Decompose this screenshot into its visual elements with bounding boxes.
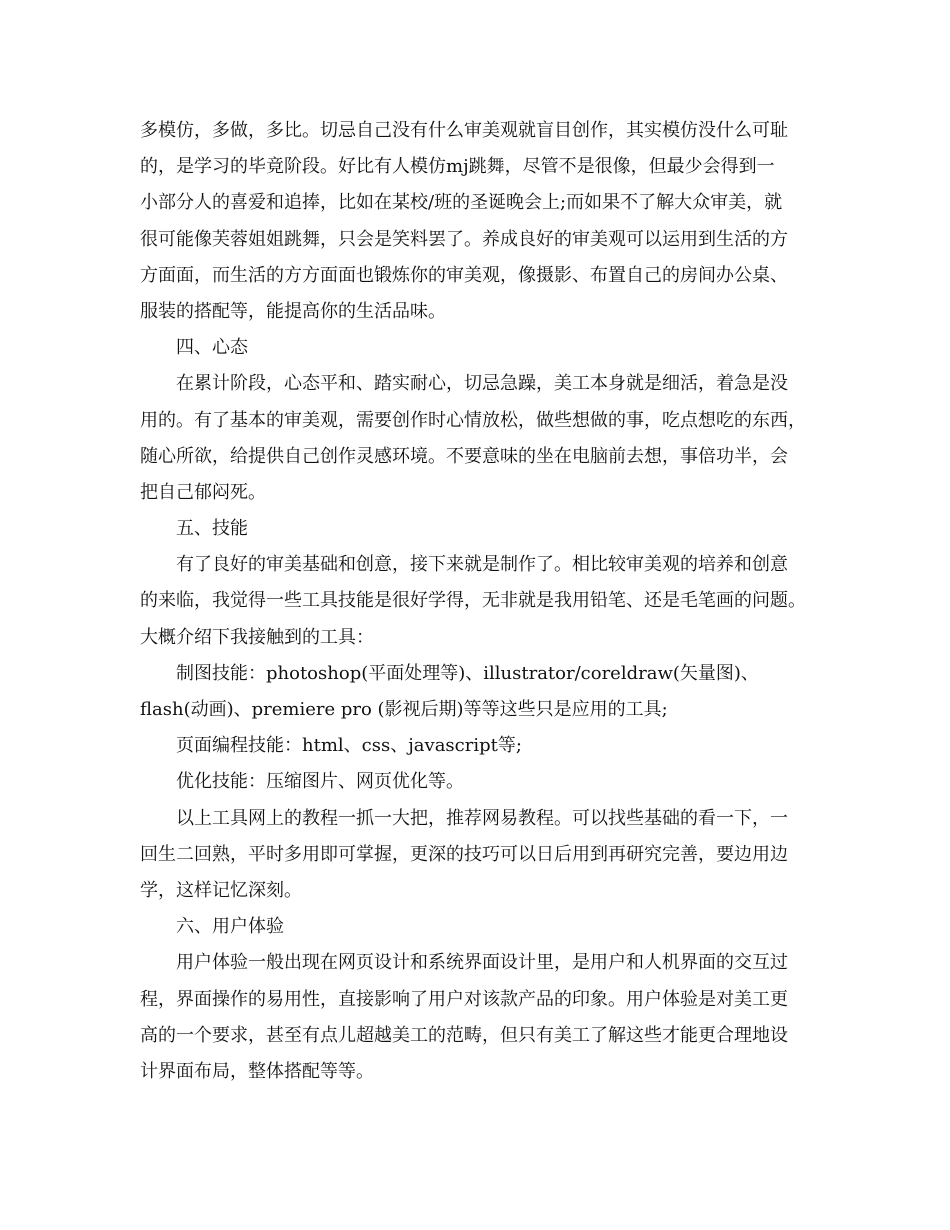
text-line: 把自己郁闷死。	[140, 481, 266, 503]
text-line: 六、用户体验	[176, 916, 284, 938]
text-line: 程，界面操作的易用性，直接影响了用户对该款产品的印象。用户体验是对美工更	[140, 988, 788, 1010]
text-line: 高的一个要求，甚至有点儿超越美工的范畴，但只有美工了解这些才能更合理地设	[140, 1024, 788, 1046]
text-line: 页面编程技能：html、css、javascript等;	[176, 735, 522, 757]
text-line: 方面面，而生活的方方面面也锻炼你的审美观，像摄影、布置自己的房间办公桌、	[140, 264, 788, 286]
text-line: 在累计阶段，心态平和、踏实耐心，切忌急躁，美工本身就是细活，着急是没	[176, 373, 788, 395]
text-line: 小部分人的喜爱和追捧，比如在某校/班的圣诞晚会上;而如果不了解大众审美，就	[140, 192, 783, 214]
text-line: 有了良好的审美基础和创意，接下来就是制作了。相比较审美观的培养和创意	[176, 554, 788, 576]
document-body	[140, 113, 820, 1090]
text-line: 回生二回熟，平时多用即可掌握，更深的技巧可以日后用到再研究完善，要边用边	[140, 843, 788, 865]
text-line: 随心所欲，给提供自己创作灵感环境。不要意味的坐在电脑前去想，事倍功半，会	[140, 445, 788, 467]
text-line: 以上工具网上的教程一抓一大把，推荐网易教程。可以找些基础的看一下，一	[176, 807, 788, 829]
text-line: 制图技能：photoshop(平面处理等)、illustrator/coreldraw(矢量图)、	[176, 662, 759, 684]
text-line: 的来临，我觉得一些工具技能是很好学得，无非就是我用铅笔、还是毛笔画的问题。	[140, 590, 806, 612]
text-line: 计界面布局，整体搭配等等。	[140, 1060, 374, 1082]
text-line: 很可能像芙蓉姐姐跳舞，只会是笑料罢了。养成良好的审美观可以运用到生活的方	[140, 228, 788, 250]
text-line: 服装的搭配等，能提高你的生活品味。	[140, 300, 446, 322]
text-line: 用户体验一般出现在网页设计和系统界面设计里，是用户和人机界面的交互过	[176, 952, 788, 974]
text-line: 用的。有了基本的审美观，需要创作时心情放松，做些想做的事，吃点想吃的东西，	[140, 409, 806, 431]
text-line: flash(动画)、premiere pro (影视后期)等等这些只是应用的工具;	[140, 699, 668, 720]
text-line: 优化技能：压缩图片、网页优化等。	[176, 771, 464, 793]
text-line: 多模仿，多做，多比。切忌自己没有什么审美观就盲目创作，其实模仿没什么可耻	[140, 120, 788, 141]
text-line: 的，是学习的毕竟阶段。好比有人模仿mj跳舞，尽管不是很像，但最少会得到一	[140, 156, 775, 178]
text-line: 四、心态	[176, 337, 248, 359]
text-line: 学，这样记忆深刻。	[140, 879, 302, 901]
text-line: 五、技能	[176, 518, 248, 540]
text-line: 大概介绍下我接触到的工具：	[140, 626, 374, 648]
